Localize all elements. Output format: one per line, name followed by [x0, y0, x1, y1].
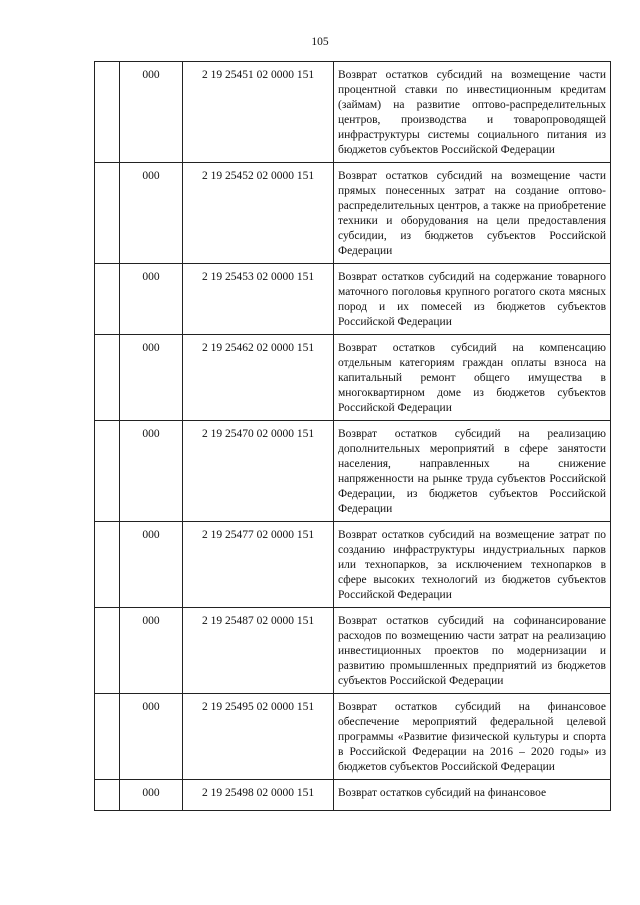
empty-cell [95, 522, 120, 608]
admin-code-cell: 000 [120, 694, 183, 780]
empty-cell [95, 163, 120, 264]
table-row [95, 335, 611, 421]
empty-cell [95, 694, 120, 780]
budget-code-cell: 2 19 25477 02 0000 151 [183, 522, 334, 608]
table-row [95, 264, 611, 335]
admin-code-cell: 000 [120, 421, 183, 522]
description-cell: Возврат остатков субсидий на финансовое [334, 780, 611, 811]
admin-code-cell: 000 [120, 264, 183, 335]
budget-code-cell: 2 19 25498 02 0000 151 [183, 780, 334, 811]
empty-cell [95, 780, 120, 811]
budget-classification-table [94, 61, 611, 811]
description-cell: Возврат остатков субсидий на компенсацию отдельным категориям граждан оплаты взноса на капитальный ремонт общего имущества в многоквартирном доме из бюджетов субъектов Российской Федерации [334, 335, 611, 421]
empty-cell [95, 335, 120, 421]
admin-code-cell: 000 [120, 163, 183, 264]
table-row [95, 780, 611, 811]
admin-code-cell: 000 [120, 335, 183, 421]
description-cell: Возврат остатков субсидий на возмещение части прямых понесенных затрат на создание оптово-распределительных центров, а также на приобретение техники и оборудования на цели предоставления субсидии, из бюджетов субъектов Российской Федерации [334, 163, 611, 264]
admin-code-cell: 000 [120, 522, 183, 608]
admin-code-cell: 000 [120, 608, 183, 694]
table-row [95, 608, 611, 694]
budget-code-cell: 2 19 25453 02 0000 151 [183, 264, 334, 335]
budget-code-cell: 2 19 25470 02 0000 151 [183, 421, 334, 522]
admin-code-cell: 000 [120, 62, 183, 163]
admin-code-cell: 000 [120, 780, 183, 811]
description-cell: Возврат остатков субсидий на реализацию дополнительных мероприятий в сфере занятости населения, направленных на снижение напряженности на рынке труда субъектов Российской Федерации, из бюджетов субъектов Российской Федерации [334, 421, 611, 522]
empty-cell [95, 421, 120, 522]
description-cell: Возврат остатков субсидий на возмещение части процентной ставки по инвестиционным кредитам (займам) на развитие оптово-распределительных центров, производства и товаропроводящей инфраструктуры системы социального питания из бюджетов субъектов Российской Федерации [334, 62, 611, 163]
empty-cell [95, 264, 120, 335]
budget-code-cell: 2 19 25451 02 0000 151 [183, 62, 334, 163]
table-row [95, 62, 611, 163]
budget-code-cell: 2 19 25495 02 0000 151 [183, 694, 334, 780]
empty-cell [95, 62, 120, 163]
description-cell: Возврат остатков субсидий на возмещение затрат по созданию инфраструктуры индустриальных парков или технопарков, за исключением технопарков в сфере высоких технологий из бюджетов субъектов Российской Федерации [334, 522, 611, 608]
table-row [95, 522, 611, 608]
empty-cell [95, 608, 120, 694]
table-row [95, 163, 611, 264]
page-number: 105 [311, 36, 329, 48]
table-row [95, 421, 611, 522]
budget-code-cell: 2 19 25462 02 0000 151 [183, 335, 334, 421]
table-row [95, 694, 611, 780]
description-cell: Возврат остатков субсидий на содержание товарного маточного поголовья крупного рогатого скота мясных пород и их помесей из бюджетов субъектов Российской Федерации [334, 264, 611, 335]
budget-code-cell: 2 19 25487 02 0000 151 [183, 608, 334, 694]
description-cell: Возврат остатков субсидий на финансовое обеспечение мероприятий федеральной целевой программы «Развитие физической культуры и спорта в Российской Федерации на 2016 – 2020 годы» из бюджетов субъектов Российской Федерации [334, 694, 611, 780]
budget-code-cell: 2 19 25452 02 0000 151 [183, 163, 334, 264]
description-cell: Возврат остатков субсидий на софинансирование расходов по возмещению части затрат на реализацию инвестиционных проектов по модернизации и развитию промышленных предприятий из бюджетов субъектов Российской Федерации [334, 608, 611, 694]
